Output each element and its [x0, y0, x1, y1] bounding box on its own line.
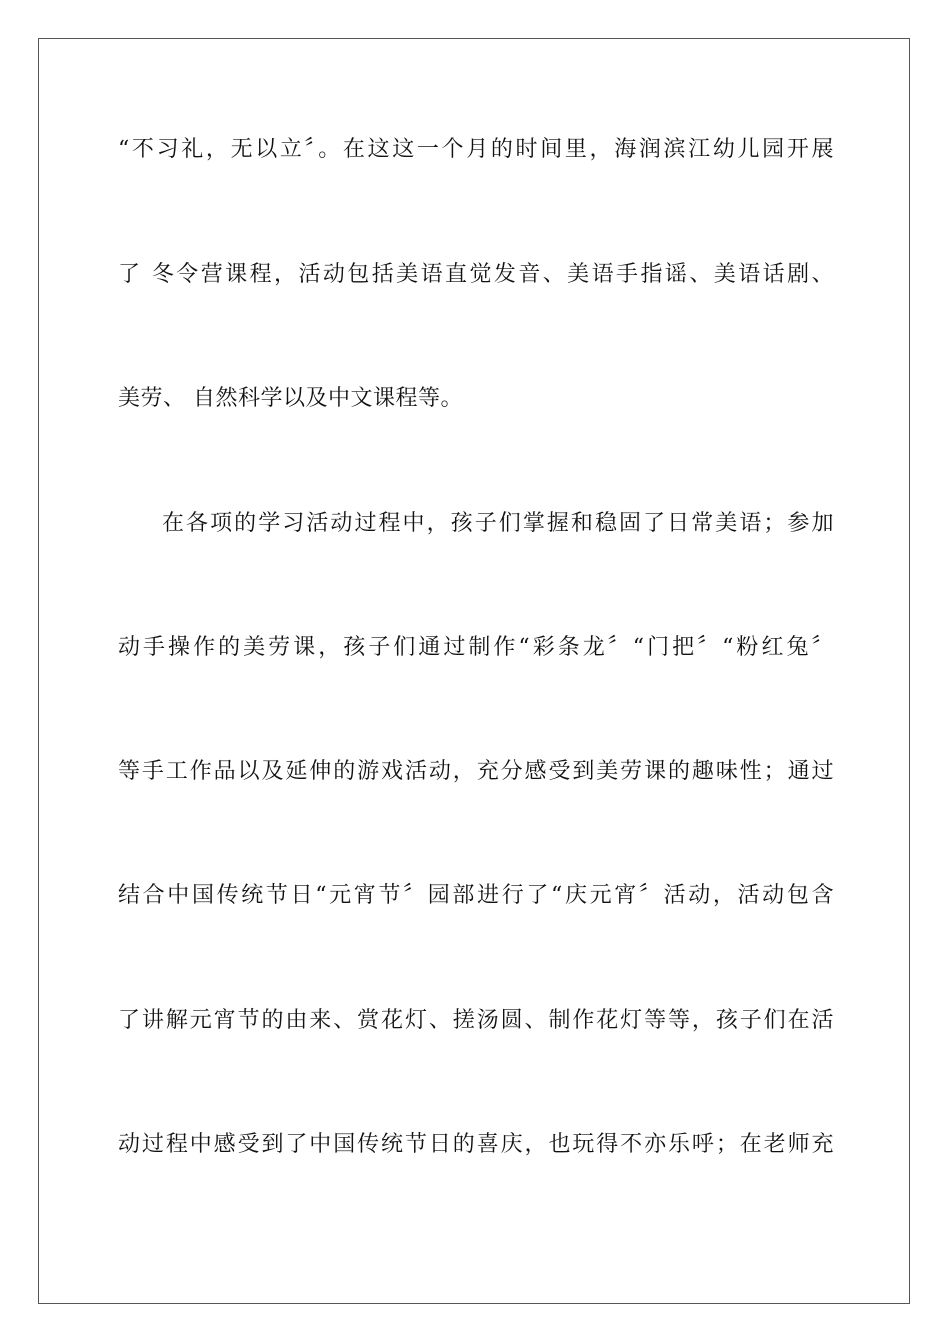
paragraph-2-line-4: 结合中国传统节日“元宵节〞园部进行了“庆元宵〞活动，活动包含	[118, 883, 834, 908]
paragraph-2-line-5: 了讲解元宵节的由来、赏花灯、搓汤圆、制作花灯等等，孩子们在活	[118, 1008, 834, 1033]
paragraph-2-line-2: 动手操作的美劳课，孩子们通过制作“彩条龙〞“门把〞“粉红兔〞	[118, 635, 834, 660]
paragraph-1-line-3: 美劳、 自然科学以及中文课程等。	[118, 386, 463, 411]
page-border	[38, 38, 910, 1304]
paragraph-2-line-6: 动过程中感受到了中国传统节日的喜庆，也玩得不亦乐呼；在老师充	[118, 1132, 834, 1157]
paragraph-1-line-1: “不习礼，无以立〞。在这这一个月的时间里，海润滨江幼儿园开展	[118, 137, 834, 162]
paragraph-2-line-1: 在各项的学习活动过程中，孩子们掌握和稳固了日常美语；参加	[162, 511, 834, 536]
paragraph-1-line-2: 了 冬令营课程，活动包括美语直觉发音、美语手指谣、美语话剧、	[118, 262, 834, 287]
paragraph-2-line-3: 等手工作品以及延伸的游戏活动，充分感受到美劳课的趣味性；通过	[118, 759, 834, 784]
